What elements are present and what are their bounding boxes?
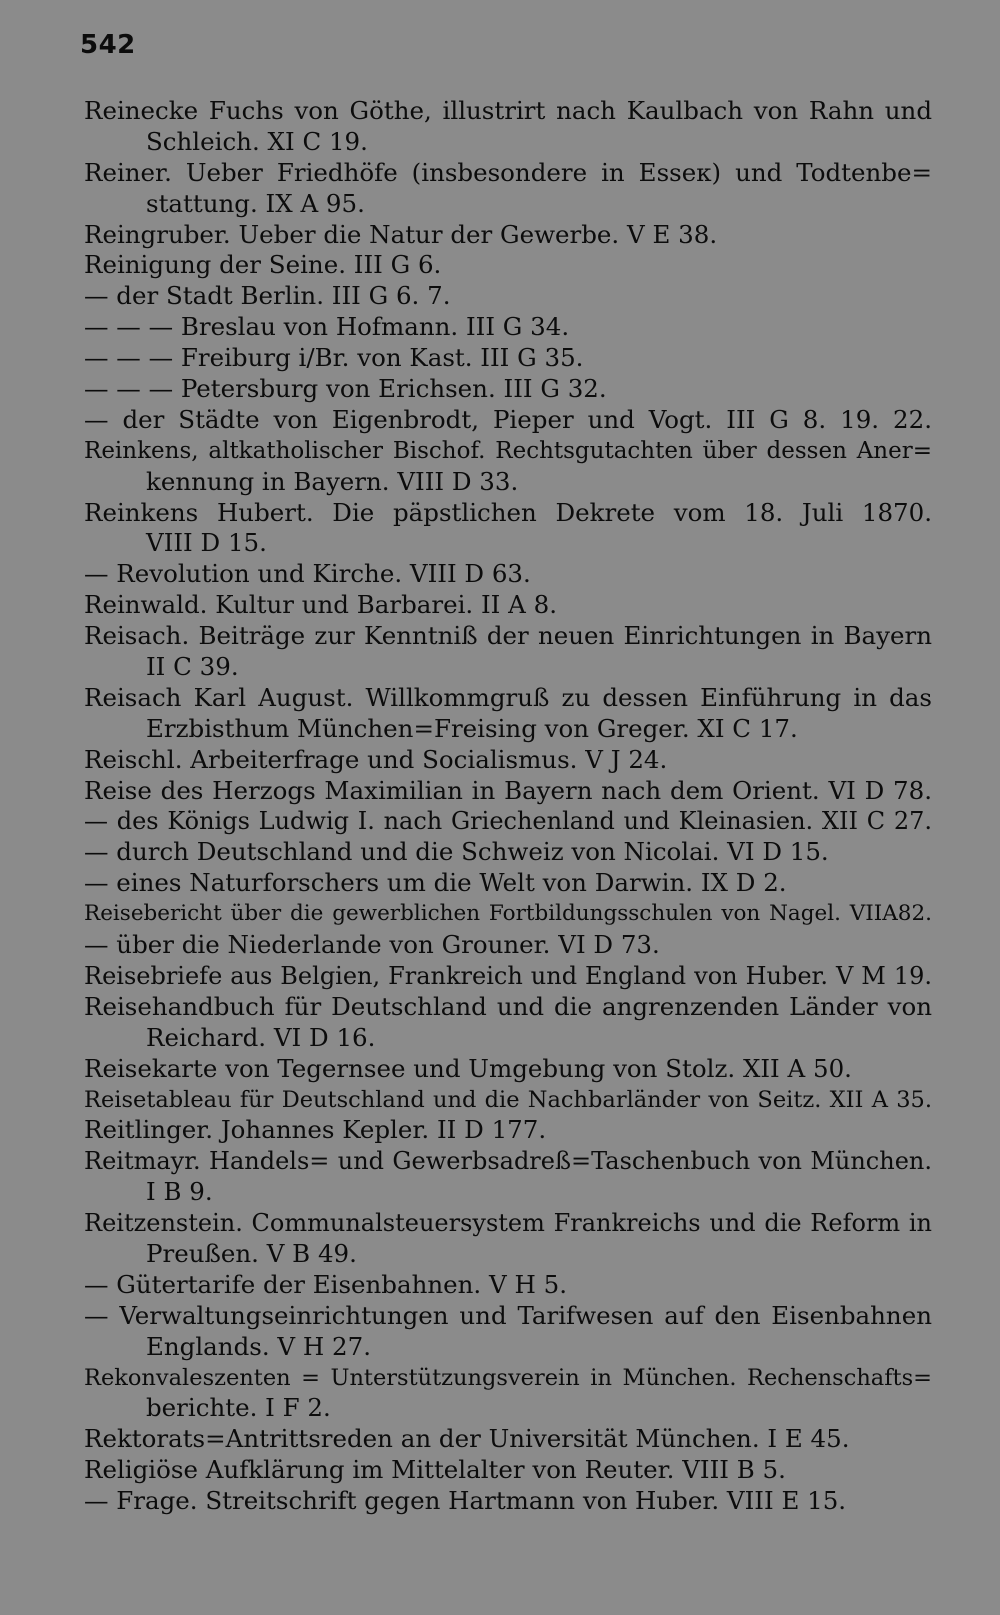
index-line: — eines Naturforschers um die Welt von Darwin. IX D 2. <box>84 868 787 898</box>
index-line: Religiöse Aufklärung im Mittelalter von Reuter. VIII B 5. <box>84 1455 786 1485</box>
index-line: Reichard. VI D 16. <box>146 1022 376 1052</box>
index-line: — Verwaltungseinrichtungen und Tarifwesen auf den Eisenbahnen <box>84 1300 932 1330</box>
index-line: — — — Freiburg i/Br. von Kast. III G 35. <box>84 343 584 373</box>
index-line: Reitmayr. Handels= und Gewerbsadreß=Taschenbuch von München. <box>84 1147 932 1176</box>
index-line: II C 39. <box>146 652 239 682</box>
index-line: — — — Petersburg von Erichsen. III G 32. <box>84 374 607 404</box>
index-line: Reinecke Fuchs von Göthe, illustrirt nach Kaulbach von Rahn und <box>84 96 932 125</box>
index-line: VIII D 15. <box>146 528 267 558</box>
index-line: Reisekarte von Tegernsee und Umgebung von Stolz. XII A 50. <box>84 1053 852 1083</box>
index-line: — durch Deutschland und die Schweiz von Nicolai. VI D 15. <box>84 837 829 867</box>
index-line: stattung. IX A 95. <box>146 188 365 218</box>
index-line: Reisach Karl August. Willkommgruß zu dessen Einführung in das <box>84 682 932 712</box>
index-line: Englands. V H 27. <box>146 1331 371 1361</box>
page-number: 542 <box>80 30 136 60</box>
index-line: Erzbisthum München=Freising von Greger. XI C 17. <box>146 713 798 743</box>
index-line: Reise des Herzogs Maximilian in Bayern nach dem Orient. VI D 78. <box>84 775 932 805</box>
index-line: Reisetableau für Deutschland und die Nachbarländer von Seitz. XII A 35. <box>84 1086 932 1113</box>
index-line: — der Städte von Eigenbrodt, Pieper und Vogt. III G 8. 19. 22. <box>84 404 932 434</box>
index-line: Reingruber. Ueber die Natur der Gewerbe. V E 38. <box>84 219 718 249</box>
index-line: — Gütertarife der Eisenbahnen. V H 5. <box>84 1269 568 1299</box>
index-line: Schleich. XI C 19. <box>146 126 368 156</box>
index-line: Reiner. Ueber Friedhöfe (insbesondere in Esseк) und Todtenbe= <box>84 157 932 187</box>
index-line: Rektorats=Antrittsreden an der Universität München. I E 45. <box>84 1424 850 1454</box>
index-line: Reisehandbuch für Deutschland und die angrenzenden Länder von <box>84 991 932 1021</box>
index-line: I B 9. <box>146 1177 213 1207</box>
index-line: Reinwald. Kultur und Barbarei. II A 8. <box>84 590 558 620</box>
index-line: — der Stadt Berlin. III G 6. 7. <box>84 281 451 311</box>
index-line: Reitzenstein. Communalsteuersystem Frankreichs und die Reform in <box>84 1209 932 1238</box>
index-line: — Frage. Streitschrift gegen Hartmann von Huber. VIII E 15. <box>84 1486 847 1516</box>
index-line: Reinkens Hubert. Die päpstlichen Dekrete vom 18. Juli 1870. <box>84 497 932 527</box>
index-line: Reisach. Beiträge zur Kenntniß der neuen Einrichtungen in Bayern <box>84 621 932 651</box>
index-line: Preußen. V B 49. <box>146 1238 357 1268</box>
index-line: Reischl. Arbeiterfrage und Socialismus. V J 24. <box>84 744 668 774</box>
index-line: Reinigung der Seine. III G 6. <box>84 250 442 280</box>
index-line: Rekonvaleszenten = Unterstützungsverein in München. Rechenschafts= <box>84 1364 932 1391</box>
index-line: Reisebericht über die gewerblichen Fortbildungsschulen von Nagel. VIIA82. <box>84 901 932 927</box>
index-line: — des Königs Ludwig I. nach Griechenland und Kleinasien. XII C 27. <box>84 807 932 836</box>
index-line: berichte. I F 2. <box>146 1393 331 1423</box>
index-line: Reitlinger. Johannes Kepler. II D 177. <box>84 1115 547 1145</box>
index-entries <box>84 96 932 1517</box>
index-line: — über die Niederlande von Grouner. VI D 73. <box>84 930 660 960</box>
index-line: — — — Breslau von Hofmann. III G 34. <box>84 312 570 342</box>
index-line: kennung in Bayern. VIII D 33. <box>146 466 519 496</box>
index-line: Reinkens, altkatholischer Bischof. Rechtsgutachten über dessen Aner= <box>84 437 932 464</box>
index-line: Reisebriefe aus Belgien, Frankreich und England von Huber. V M 19. <box>84 961 932 990</box>
index-line: — Revolution und Kirche. VIII D 63. <box>84 559 531 589</box>
